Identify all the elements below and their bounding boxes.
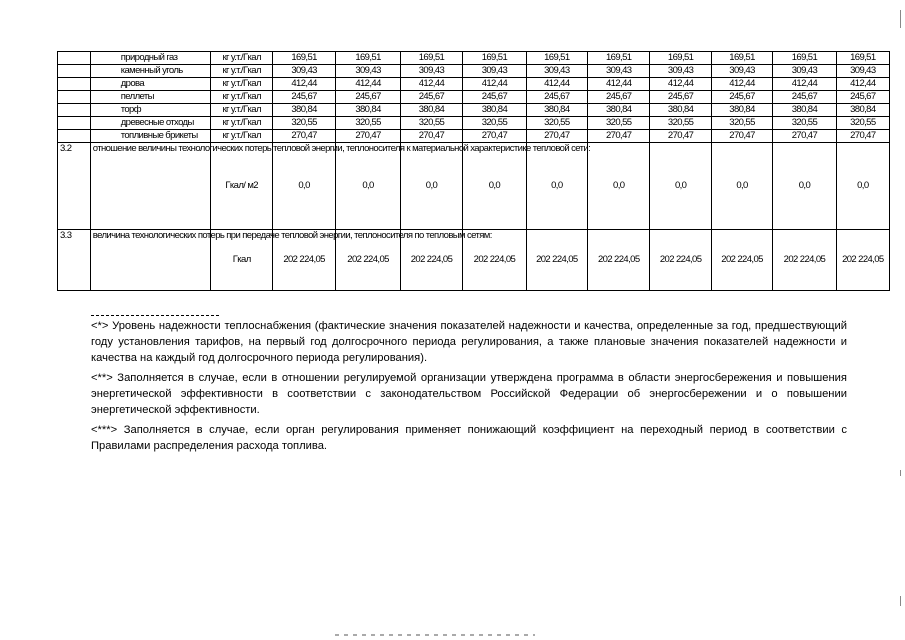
value-cell: 380,84 [400, 104, 462, 117]
footnote-separator [91, 315, 219, 316]
fuel-name: топливные брикеты [90, 130, 211, 143]
value-cell: 320,55 [836, 117, 889, 130]
value-cell: 245,67 [711, 91, 772, 104]
value-cell: 309,43 [336, 65, 400, 78]
fuel-unit: кг у.т./Гкал [211, 130, 272, 143]
footnote-1-text: <*> Уровень надежности теплоснабжения (фактические значения показателей надежности и качества, определенные за год, предшествующий году установления тарифов, на первый год долгосрочного периода регулирования, а также плановые значения показателей надежности и качества на каждый год долгосрочного периода регулирования). [91, 320, 847, 364]
footnote-3-text: <***> Заполняется в случае, если орган регулирования применяет понижающий коэффициент на переходный период в соответствии с Правилами распределения расхода топлива. [91, 424, 847, 452]
value-cell: 270,47 [588, 130, 650, 143]
value-cell: 245,67 [588, 91, 650, 104]
fuel-unit: кг у.т./Гкал [211, 104, 272, 117]
value-cell: 309,43 [650, 65, 711, 78]
fuel-name: древесные отходы [90, 117, 211, 130]
value-cell: 380,84 [463, 104, 526, 117]
value-cell: 380,84 [773, 104, 836, 117]
value-cell: 380,84 [650, 104, 711, 117]
value-cell: 0,0 [773, 143, 836, 230]
fuel-row [58, 52, 890, 65]
value-cell: 412,44 [336, 78, 400, 91]
value-cell: 320,55 [773, 117, 836, 130]
value-cell: 412,44 [463, 78, 526, 91]
value-cell: 202 224,05 [836, 230, 889, 291]
fuel-row [58, 117, 890, 130]
table-row-3-2 [58, 143, 890, 230]
table-row-3-3 [58, 230, 890, 291]
value-cell: 320,55 [650, 117, 711, 130]
value-cell: 270,47 [836, 130, 889, 143]
value-cell: 245,67 [650, 91, 711, 104]
value-cell: 412,44 [836, 78, 889, 91]
row-index [58, 117, 91, 130]
footnote-2-text: <**> Заполняется в случае, если в отношении регулируемой организации утверждена программа в области энергосбережения и повышения энергетической эффективности в соответствии с законодательством Российской Федерации об энергосбережении и о повышении энергетической эффективности. [91, 372, 847, 416]
value-cell: 380,84 [526, 104, 587, 117]
value-cell: 320,55 [272, 117, 335, 130]
value-cell: 245,67 [400, 91, 462, 104]
fuel-unit: кг у.т./Гкал [211, 78, 272, 91]
row-index [58, 78, 91, 91]
value-cell: 202 224,05 [336, 230, 400, 291]
row-index [58, 52, 91, 65]
fuel-row [58, 78, 890, 91]
value-cell: 380,84 [836, 104, 889, 117]
value-cell: 380,84 [711, 104, 772, 117]
value-cell: 169,51 [526, 52, 587, 65]
fuel-row [58, 65, 890, 78]
value-cell: 202 224,05 [650, 230, 711, 291]
value-cell: 245,67 [773, 91, 836, 104]
value-cell: 309,43 [836, 65, 889, 78]
fuel-row [58, 130, 890, 143]
value-cell: 320,55 [400, 117, 462, 130]
row-index [58, 104, 91, 117]
fuel-row [58, 91, 890, 104]
fuel-name: пеллеты [90, 91, 211, 104]
value-cell: 320,55 [336, 117, 400, 130]
value-cell: 309,43 [711, 65, 772, 78]
footnote-2 [91, 370, 847, 418]
value-cell: 320,55 [526, 117, 587, 130]
row-description: отношение величины технологических потерь тепловой энергии, теплоносителя к материальной характеристике тепловой сети: [90, 143, 211, 230]
value-cell: 412,44 [650, 78, 711, 91]
row-index [58, 130, 91, 143]
value-cell: 245,67 [272, 91, 335, 104]
value-cell: 169,51 [336, 52, 400, 65]
value-cell: 309,43 [588, 65, 650, 78]
value-cell: 202 224,05 [711, 230, 772, 291]
value-cell: 169,51 [773, 52, 836, 65]
value-cell: 412,44 [588, 78, 650, 91]
value-cell: 309,43 [272, 65, 335, 78]
fuel-name: каменный уголь [90, 65, 211, 78]
value-cell: 169,51 [711, 52, 772, 65]
value-cell: 320,55 [588, 117, 650, 130]
row-index: 3.3 [58, 230, 91, 291]
value-cell: 202 224,05 [272, 230, 335, 291]
value-cell: 0,0 [526, 143, 587, 230]
fuel-name: дрова [90, 78, 211, 91]
value-cell: 202 224,05 [400, 230, 462, 291]
value-cell: 169,51 [400, 52, 462, 65]
value-cell: 380,84 [588, 104, 650, 117]
row-index: 3.2 [58, 143, 91, 230]
value-cell: 245,67 [336, 91, 400, 104]
value-cell: 0,0 [336, 143, 400, 230]
value-cell: 0,0 [588, 143, 650, 230]
tariff-table [57, 51, 890, 291]
value-cell: 169,51 [650, 52, 711, 65]
value-cell: 309,43 [463, 65, 526, 78]
row-description: величина технологических потерь при передаче тепловой энергии, теплоносителя по тепловым сетям: [90, 230, 211, 291]
fuel-name: торф [90, 104, 211, 117]
value-cell: 169,51 [836, 52, 889, 65]
value-cell: 320,55 [711, 117, 772, 130]
value-cell: 270,47 [773, 130, 836, 143]
value-cell: 412,44 [526, 78, 587, 91]
footnote-3 [91, 422, 847, 454]
value-cell: 320,55 [463, 117, 526, 130]
value-cell: 412,44 [773, 78, 836, 91]
scan-edge-mark [900, 10, 901, 28]
value-cell: 202 224,05 [526, 230, 587, 291]
value-cell: 380,84 [272, 104, 335, 117]
scan-edge-mark [900, 596, 901, 606]
fuel-name: природный газ [90, 52, 211, 65]
value-cell: 309,43 [400, 65, 462, 78]
value-cell: 202 224,05 [588, 230, 650, 291]
value-cell: 245,67 [463, 91, 526, 104]
value-cell: 0,0 [400, 143, 462, 230]
fuel-unit: кг у.т./Гкал [211, 52, 272, 65]
value-cell: 0,0 [463, 143, 526, 230]
row-unit: Гкал [211, 230, 272, 291]
value-cell: 270,47 [650, 130, 711, 143]
value-cell: 0,0 [650, 143, 711, 230]
row-unit: Гкал/ м2 [211, 143, 272, 230]
value-cell: 202 224,05 [463, 230, 526, 291]
value-cell: 202 224,05 [773, 230, 836, 291]
value-cell: 412,44 [272, 78, 335, 91]
row-index [58, 65, 91, 78]
value-cell: 169,51 [272, 52, 335, 65]
fuel-unit: кг у.т./Гкал [211, 91, 272, 104]
value-cell: 270,47 [526, 130, 587, 143]
value-cell: 0,0 [711, 143, 772, 230]
value-cell: 309,43 [526, 65, 587, 78]
scan-artifact [335, 634, 535, 636]
value-cell: 245,67 [526, 91, 587, 104]
fuel-unit: кг у.т./Гкал [211, 65, 272, 78]
value-cell: 270,47 [272, 130, 335, 143]
value-cell: 0,0 [836, 143, 889, 230]
value-cell: 245,67 [836, 91, 889, 104]
scan-edge-mark [900, 470, 901, 476]
footnote-1 [91, 318, 847, 366]
value-cell: 270,47 [711, 130, 772, 143]
value-cell: 412,44 [400, 78, 462, 91]
value-cell: 380,84 [336, 104, 400, 117]
fuel-unit: кг у.т./Гкал [211, 117, 272, 130]
value-cell: 0,0 [272, 143, 335, 230]
value-cell: 412,44 [711, 78, 772, 91]
value-cell: 270,47 [463, 130, 526, 143]
row-index [58, 91, 91, 104]
value-cell: 270,47 [400, 130, 462, 143]
value-cell: 169,51 [463, 52, 526, 65]
fuel-row [58, 104, 890, 117]
value-cell: 270,47 [336, 130, 400, 143]
value-cell: 309,43 [773, 65, 836, 78]
value-cell: 169,51 [588, 52, 650, 65]
